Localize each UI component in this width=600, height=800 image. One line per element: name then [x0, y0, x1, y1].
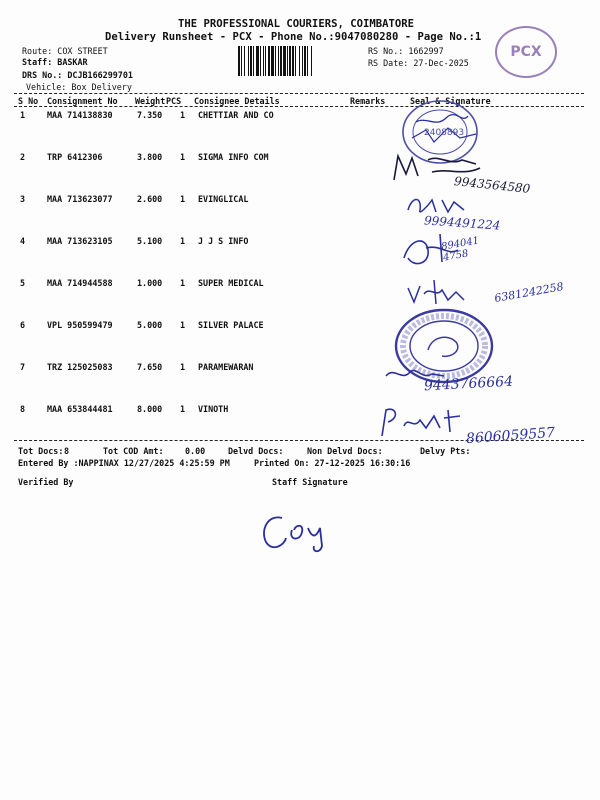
row-consignee: EVINGLICAL: [198, 194, 249, 204]
row-pcs: 1: [180, 404, 186, 414]
row-pcs: 1: [180, 236, 186, 246]
row-sno: 7: [20, 362, 26, 372]
row-sno: 3: [20, 194, 26, 204]
row-consignment: VPL 950599479: [47, 320, 113, 330]
row-pcs: 1: [180, 278, 186, 288]
row-consignment: MAA 653844481: [47, 404, 113, 414]
row-consignee: VINOTH: [198, 404, 229, 414]
col-remarks: Remarks: [350, 96, 386, 106]
table-row: [0, 404, 600, 418]
row-weight: 2.600: [137, 194, 163, 204]
runsheet-subtitle: Delivery Runsheet - PCX - Phone No.:9047080280 - Page No.:1: [105, 31, 482, 43]
number-row4: 8940414758: [440, 235, 480, 264]
table-row: [0, 152, 600, 166]
rs-number: RS No.: 1662997: [368, 46, 444, 56]
row-sno: 1: [20, 110, 26, 120]
phone-row7: 9443766664: [423, 373, 514, 395]
row-sno: 8: [20, 404, 26, 414]
row-consignee: PARAMEWARAN: [198, 362, 254, 372]
row-weight: 5.000: [137, 320, 163, 330]
row-pcs: 1: [180, 362, 186, 372]
row-weight: 5.100: [137, 236, 163, 246]
delvy-pts-label: Delvy Pts:: [420, 446, 471, 456]
phone-row2: 9943564580: [453, 174, 531, 196]
row-pcs: 1: [180, 110, 186, 120]
row-weight: 7.650: [137, 362, 163, 372]
row-weight: 3.800: [137, 152, 163, 162]
tot-cod-value: 0.00: [185, 446, 206, 456]
pcx-stamp: [495, 26, 557, 78]
col-weight: Weight: [135, 96, 166, 106]
row-sno: 4: [20, 236, 26, 246]
barcode: [238, 46, 364, 76]
route-label: Route: COX STREET: [22, 46, 108, 56]
header-bottom-rule: [14, 106, 584, 107]
row-weight: 8.000: [137, 404, 163, 414]
table-row: [0, 320, 600, 334]
staff-label: Staff: BASKAR: [22, 57, 88, 67]
rs-date: RS Date: 27-Dec-2025: [368, 58, 469, 68]
table-row: [0, 110, 600, 124]
entered-by: Entered By :NAPPINAX 12/27/2025 4:25:59 PM: [18, 458, 230, 468]
tot-docs-label: Tot Docs:: [18, 446, 64, 456]
row-consignee: J J S INFO: [198, 236, 249, 246]
row-weight: 1.000: [137, 278, 163, 288]
col-consignment: Consignment No: [47, 96, 118, 106]
vehicle-label: Vehicle: Box Delivery: [26, 82, 132, 92]
header-top-rule: [14, 93, 584, 94]
row-consignee: CHETTIAR AND CO: [198, 110, 274, 120]
row-consignment: MAA 714138830: [47, 110, 113, 120]
table-row: [0, 194, 600, 208]
row-pcs: 1: [180, 320, 186, 330]
row-weight: 7.350: [137, 110, 163, 120]
tot-docs-value: 8: [64, 446, 70, 456]
phone-row3: 9994491224: [423, 213, 501, 233]
col-seal: Seal & Signature: [410, 96, 491, 106]
drs-number: DRS No.: DCJB166299701: [22, 70, 133, 80]
row-consignment: MAA 713623077: [47, 194, 113, 204]
non-delvd-docs-label: Non Delvd Docs:: [307, 446, 383, 456]
printed-on: Printed On: 27-12-2025 16:30:16: [254, 458, 411, 468]
table-row: [0, 236, 600, 250]
row-sno: 2: [20, 152, 26, 162]
row-sno: 5: [20, 278, 26, 288]
row-consignee: SUPER MEDICAL: [198, 278, 264, 288]
row-consignment: MAA 714944588: [47, 278, 113, 288]
seal-number: 2408893: [424, 128, 465, 138]
verified-by-label: Verified By: [18, 477, 74, 487]
row-consignment: MAA 713623105: [47, 236, 113, 246]
row-consignment: TRZ 125025083: [47, 362, 113, 372]
tot-cod-label: Tot COD Amt:: [103, 446, 164, 456]
row-consignment: TRP 6412306: [47, 152, 103, 162]
row-pcs: 1: [180, 194, 186, 204]
staff-signature-label: Staff Signature: [272, 477, 348, 487]
phone-row8: 8606059557: [465, 424, 556, 448]
row-consignee: SIGMA INFO COM: [198, 152, 269, 162]
col-sno: S No: [18, 96, 39, 106]
row-sno: 6: [20, 320, 26, 330]
row-consignee: SILVER PALACE: [198, 320, 264, 330]
pcx-stamp-text: PCX: [510, 44, 542, 60]
table-header: [0, 96, 600, 110]
phone-row5: 6381242258: [493, 280, 565, 305]
delvd-docs-label: Delvd Docs:: [228, 446, 284, 456]
row-pcs: 1: [180, 152, 186, 162]
company-title: THE PROFESSIONAL COURIERS, COIMBATORE: [178, 18, 414, 30]
col-consignee: Consignee Details: [194, 96, 280, 106]
col-pcs: PCS: [166, 96, 182, 106]
staff-signature: [256, 508, 352, 556]
